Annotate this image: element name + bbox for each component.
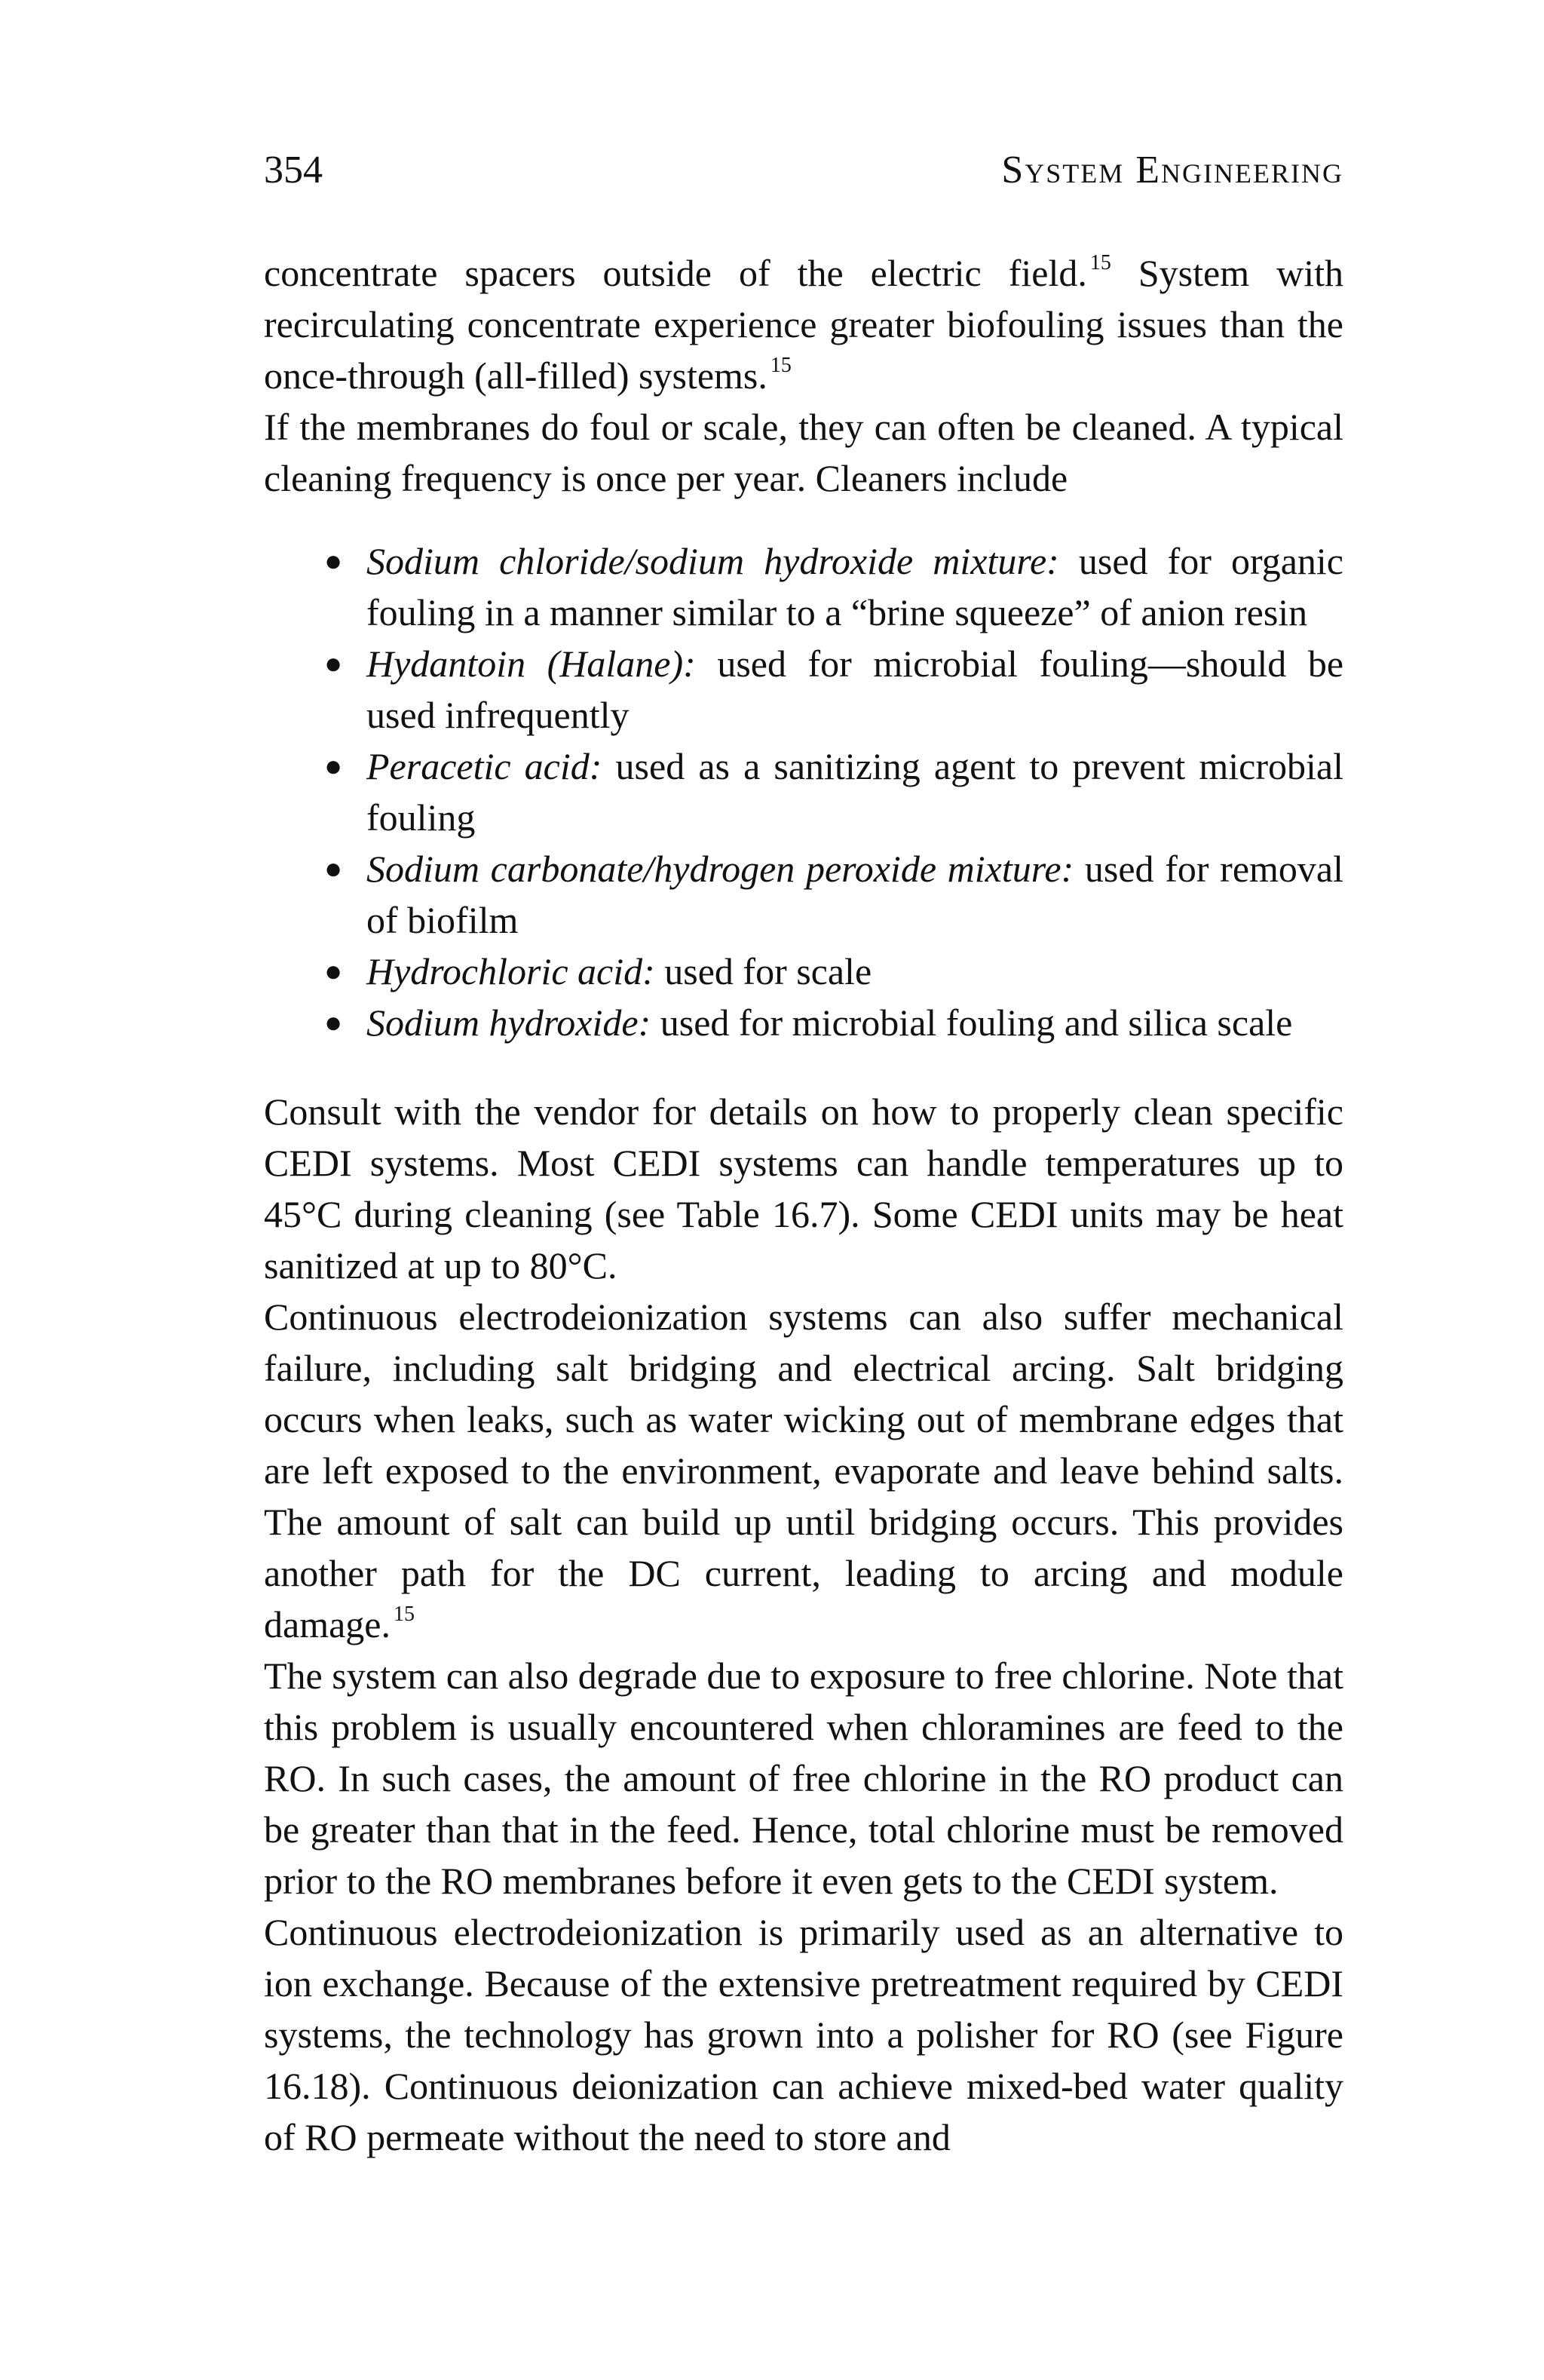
bullet-icon: ● (324, 544, 343, 578)
paragraph-4: Continuous electrodeionization systems can also suffer mechanical failure, including salt bridging and electrical arcing. Salt bridging occurs when leaks, such as water wicking out of membrane edges that are left exposed to the environment, evaporate and leave behind salts. The amount of salt can build up until bridging occurs. This provides another path for the DC current, leading to arcing and module damage. $^{15}$ (264, 1296, 1343, 1645)
citation-ref: 15 (1089, 251, 1111, 274)
book-page (264, 151, 1343, 2163)
list-item: ● Sodium chloride/sodium hydroxide mixture: used for organic fouling in a manner similar to a “brine squeeze” of anion resin (324, 535, 1343, 638)
list-item: ● Hydantoin (Halane): used for microbial fouling—should be used infrequently (324, 638, 1343, 741)
body-text (264, 247, 1343, 2163)
bullet-icon: ● (324, 851, 343, 885)
citation-ref: 15 (770, 354, 792, 377)
list-item: ● Hydrochloric acid: used for scale (324, 946, 1343, 997)
paragraph-5: The system can also degrade due to exposure to free chlorine. Note that this problem is usually encountered when chloramines are feed to the RO. In such cases, the amount of free chlorine in the RO product can be greater than that in the feed. Hence, total chlorine must be removed prior to the RO membranes before it even gets to the CEDI system. (264, 1655, 1343, 1902)
list-item: ● Sodium carbonate/hydrogen peroxide mixture: used for removal of biofilm (324, 843, 1343, 946)
paragraph-6: Continuous electrodeionization is primarily used as an alternative to ion exchange. Because of the extensive pretreatment required by CEDI systems, the technology has grown into a polisher for RO (see Figure 16.18). Continuous deionization can achieve mixed-bed water quality of RO permeate without the need to store and (264, 1911, 1343, 2158)
paragraph-2: If the membranes do foul or scale, they can often be cleaned. A typical cleaning frequency is once per year. Cleaners include (264, 406, 1343, 499)
running-head (264, 151, 1343, 211)
bullet-icon: ● (324, 1005, 343, 1039)
bullet-icon: ● (324, 954, 343, 988)
section-title: System Engineering (1001, 149, 1343, 192)
cleaners-list (264, 535, 1343, 1048)
list-item: ● Peracetic acid: used as a sanitizing agent to prevent microbial fouling (324, 741, 1343, 843)
paragraph-1: concentrate spacers outside of the electric field. $^{15}$ System with recirculating concentrate experience greater biofouling issues than the once-through (all-filled) systems. $^{15}$ (264, 251, 1343, 397)
bullet-icon: ● (324, 646, 343, 680)
paragraph-3: Consult with the vendor for details on how to properly clean specific CEDI systems. Most CEDI systems can handle temperatures up to 45°C during cleaning (see Table 16.7). Some CEDI units may be heat sanitized at up to 80°C. (264, 1090, 1343, 1287)
page-number: 354 (264, 149, 323, 192)
list-item: ● Sodium hydroxide: used for microbial fouling and silica scale (324, 997, 1343, 1048)
bullet-icon: ● (324, 749, 343, 783)
citation-ref: 15 (393, 1603, 415, 1626)
